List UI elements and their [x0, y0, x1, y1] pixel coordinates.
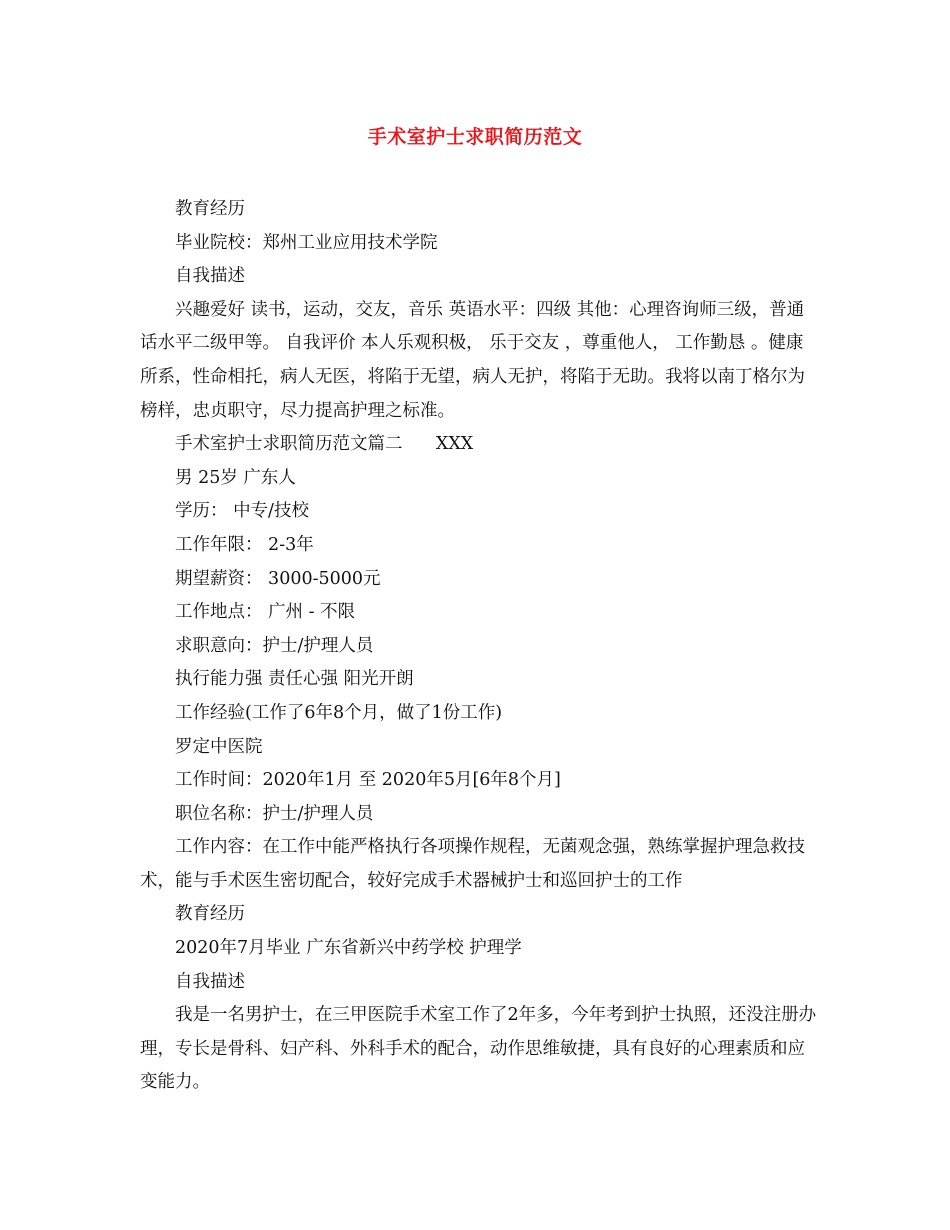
basic-info: 男 25岁 广东人 [175, 467, 296, 488]
sample-two-heading: 手术室护士求职简历范文篇二 XXX [175, 434, 474, 455]
work-location: 工作地点： 广州 - 不限 [175, 602, 356, 623]
self-description-paragraph: 兴趣爱好 读书，运动，交友，音乐 英语水平：四级 其他：心理咨询师三级，普通话水平二级甲等。 自我评价 本人乐观积极， 乐于交友 ，尊重他人， 工作勤恳 。健康所系，性命相托，病人无医，将陷于无望，病人无护，将陷于无助。我将以南丁格尔为榜样，忠贞职守，尽力提高护理之标准。 [140, 299, 805, 421]
self-description-paragraph-2: 我是一名男护士，在三甲医院手术室工作了2年多，今年考到护士执照，还没注册办理，专长是骨科、妇产科、外科手术的配合，动作思维敏捷，具有良好的心理素质和应变能力。 [140, 1005, 817, 1093]
document-title: 手术室护士求职简历范文 [367, 126, 583, 148]
section-heading-education-2: 教育经历 [175, 904, 245, 925]
work-content: 工作内容：在工作中能严格执行各项操作规程，无菌观念强，熟练掌握护理急救技术，能与手术医生密切配合，较好完成手术器械护士和巡回护士的工作 [140, 837, 805, 891]
work-experience-summary: 工作经验(工作了6年8个月，做了1份工作) [175, 702, 503, 723]
work-years: 工作年限： 2-3年 [175, 534, 314, 555]
section-heading-education: 教育经历 [175, 199, 245, 219]
work-period: 工作时间：2020年1月 至 2020年5月[6年8个月] [175, 770, 561, 791]
section-heading-self-description-2: 自我描述 [175, 971, 245, 992]
graduation-info: 2020年7月毕业 广东省新兴中药学校 护理学 [175, 938, 522, 959]
expected-salary: 期望薪资： 3000-5000元 [175, 568, 381, 589]
position-title: 职位名称：护士/护理人员 [175, 803, 374, 824]
graduate-school: 毕业院校：郑州工业应用技术学院 [175, 232, 438, 253]
education-level: 学历： 中专/技校 [175, 501, 309, 522]
job-intention: 求职意向：护士/护理人员 [175, 635, 374, 656]
document-body [140, 193, 820, 1100]
strengths: 执行能力强 责任心强 阳光开朗 [175, 669, 414, 690]
employer-name: 罗定中医院 [175, 736, 263, 757]
section-heading-self-description: 自我描述 [175, 266, 245, 287]
